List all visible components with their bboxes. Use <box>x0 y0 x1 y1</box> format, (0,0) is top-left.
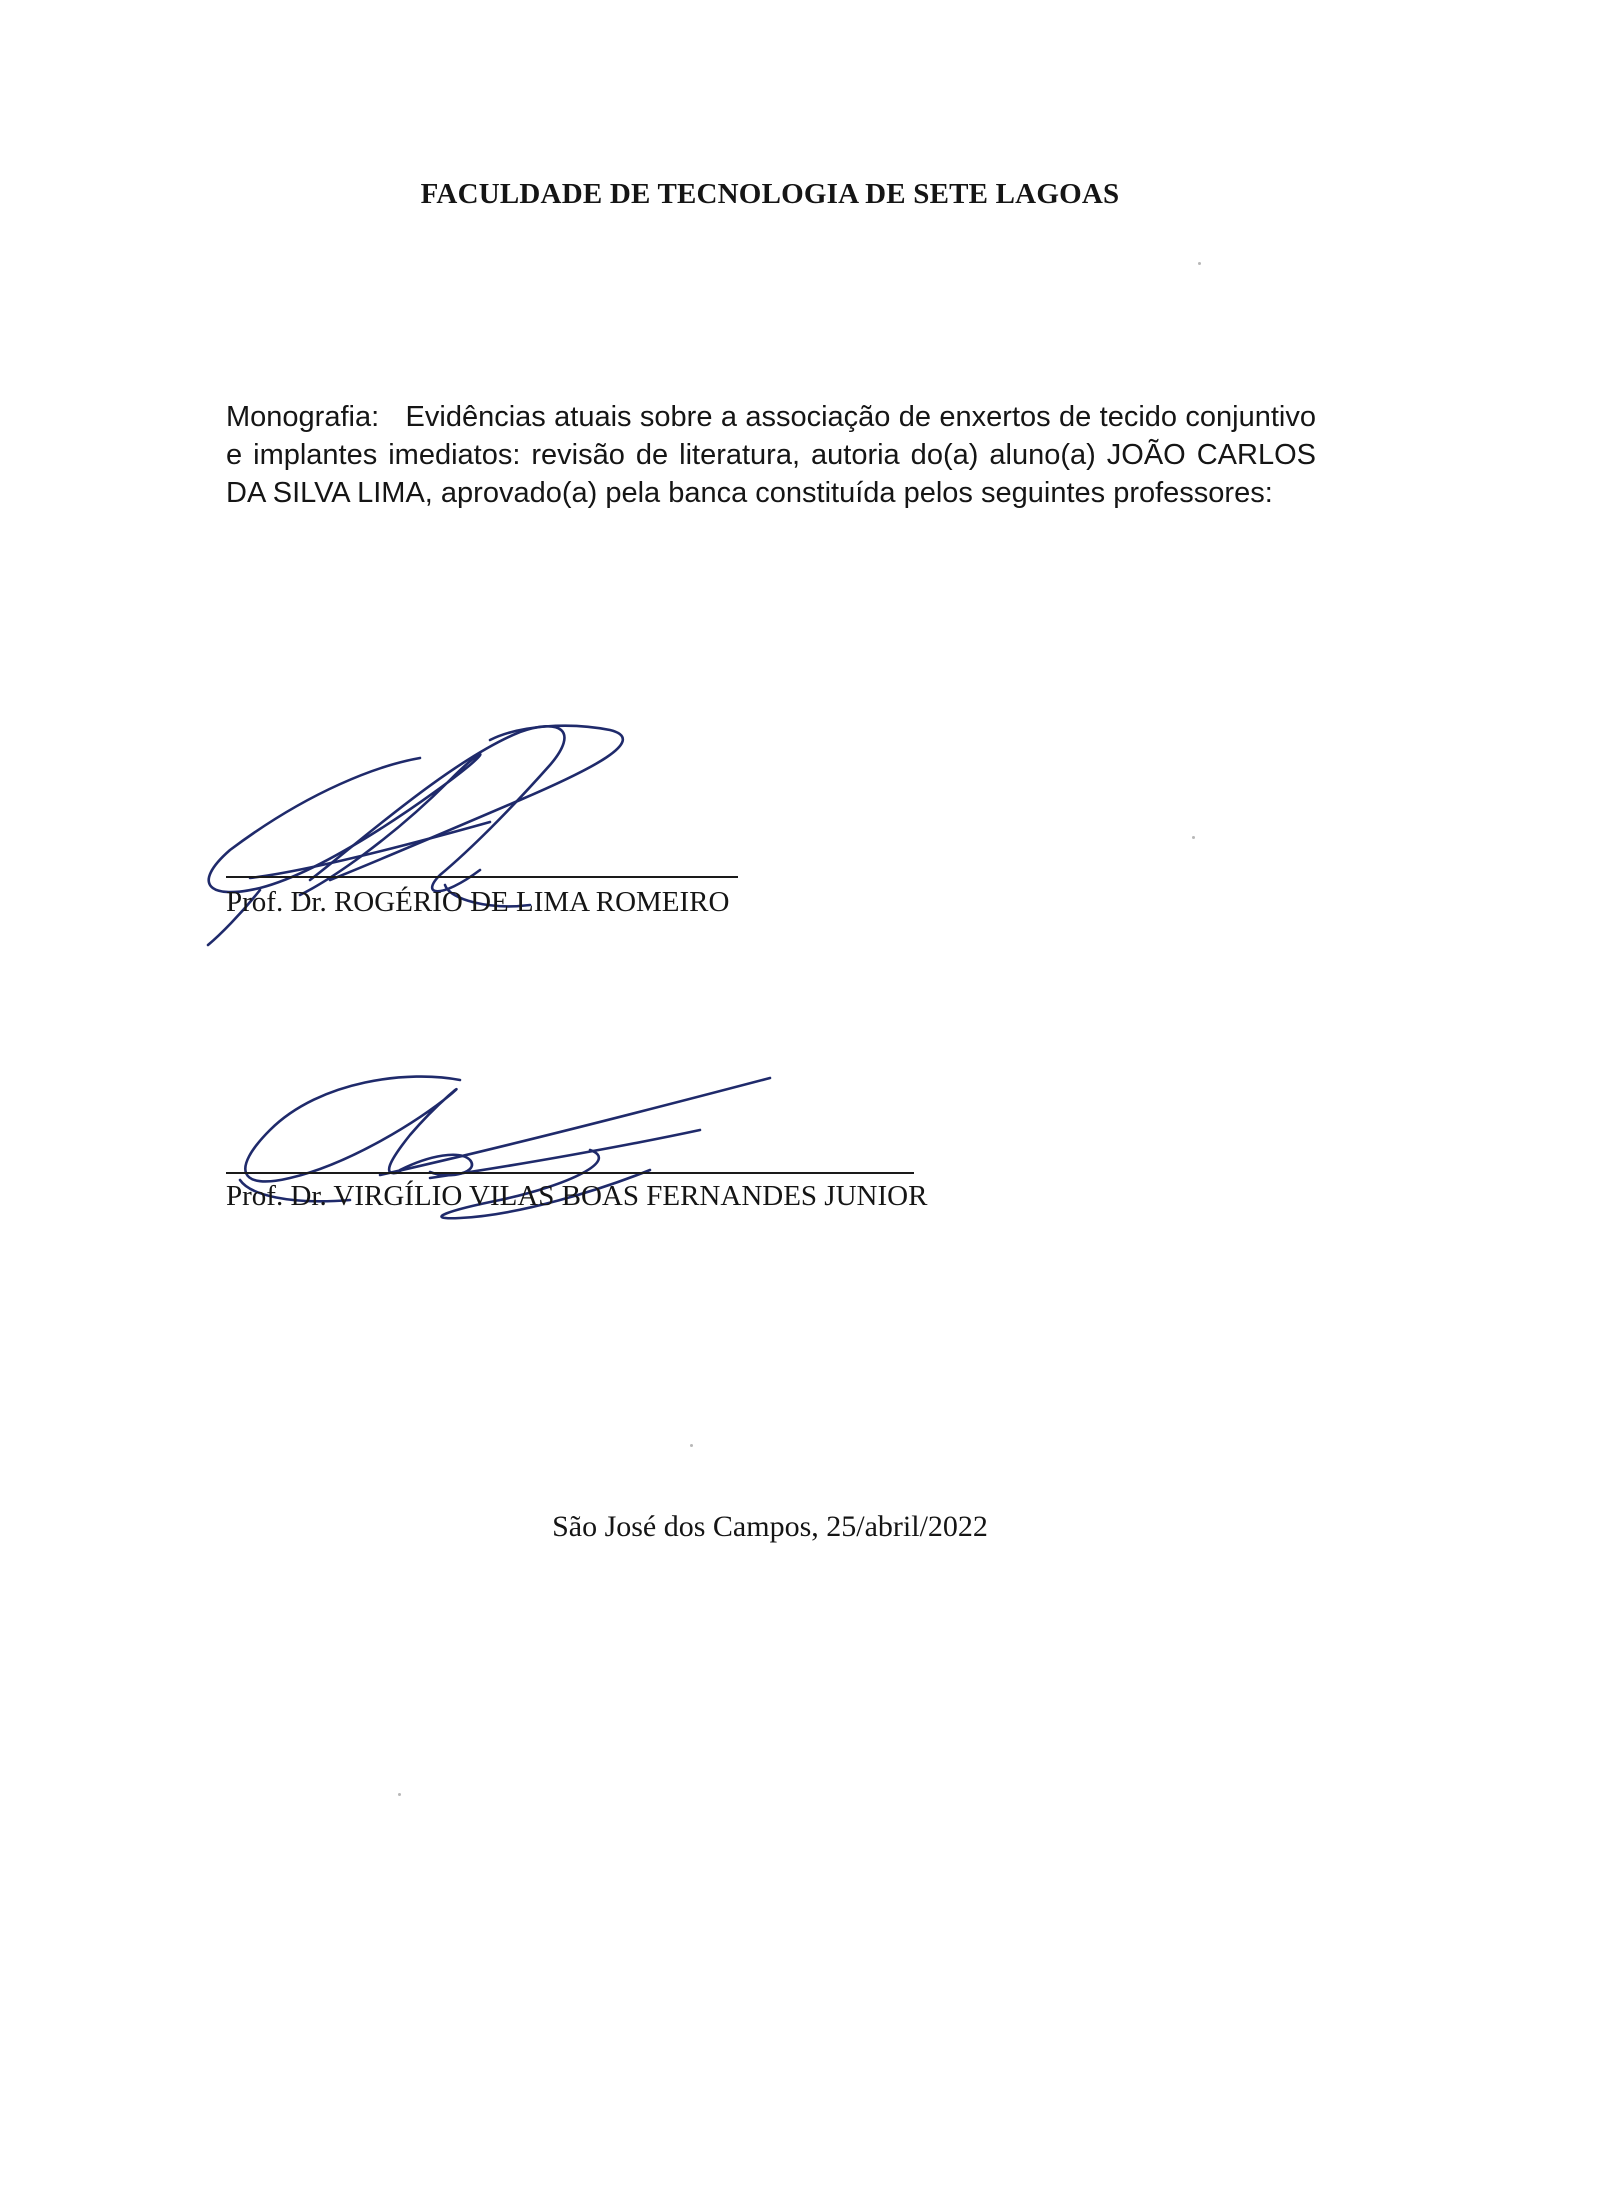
monograph-label: Monografia: <box>226 401 380 433</box>
signature-examiner-2 <box>230 1060 790 1240</box>
monograph-description: Evidências atuais sobre a associação de enxertos de tecido conjuntivo e implantes imediatos: revisão de literatura, autoria do(a) aluno(a) JOÃO CARLOS DA SILVA LIMA, aprovado(a) pela banca constituída pelos seguintes professores: <box>226 401 1316 509</box>
place-and-date: São José dos Campos, 25/abril/2022 <box>552 1510 988 1543</box>
institution-title: FACULDADE DE TECNOLOGIA DE SETE LAGOAS <box>420 178 1120 210</box>
approval-statement <box>226 398 1316 512</box>
scan-speck <box>1192 836 1195 839</box>
scan-speck <box>1198 262 1201 265</box>
signature-line-2 <box>226 1172 914 1174</box>
signature-line-1 <box>226 876 738 878</box>
examiner-1-name: Prof. Dr. ROGÉRIO DE LIMA ROMEIRO <box>226 886 730 918</box>
scan-speck <box>398 1793 401 1796</box>
examiner-2-name: Prof. Dr. VIRGÍLIO VILAS BOAS FERNANDES JUNIOR <box>226 1180 928 1212</box>
scan-speck <box>690 1444 693 1447</box>
